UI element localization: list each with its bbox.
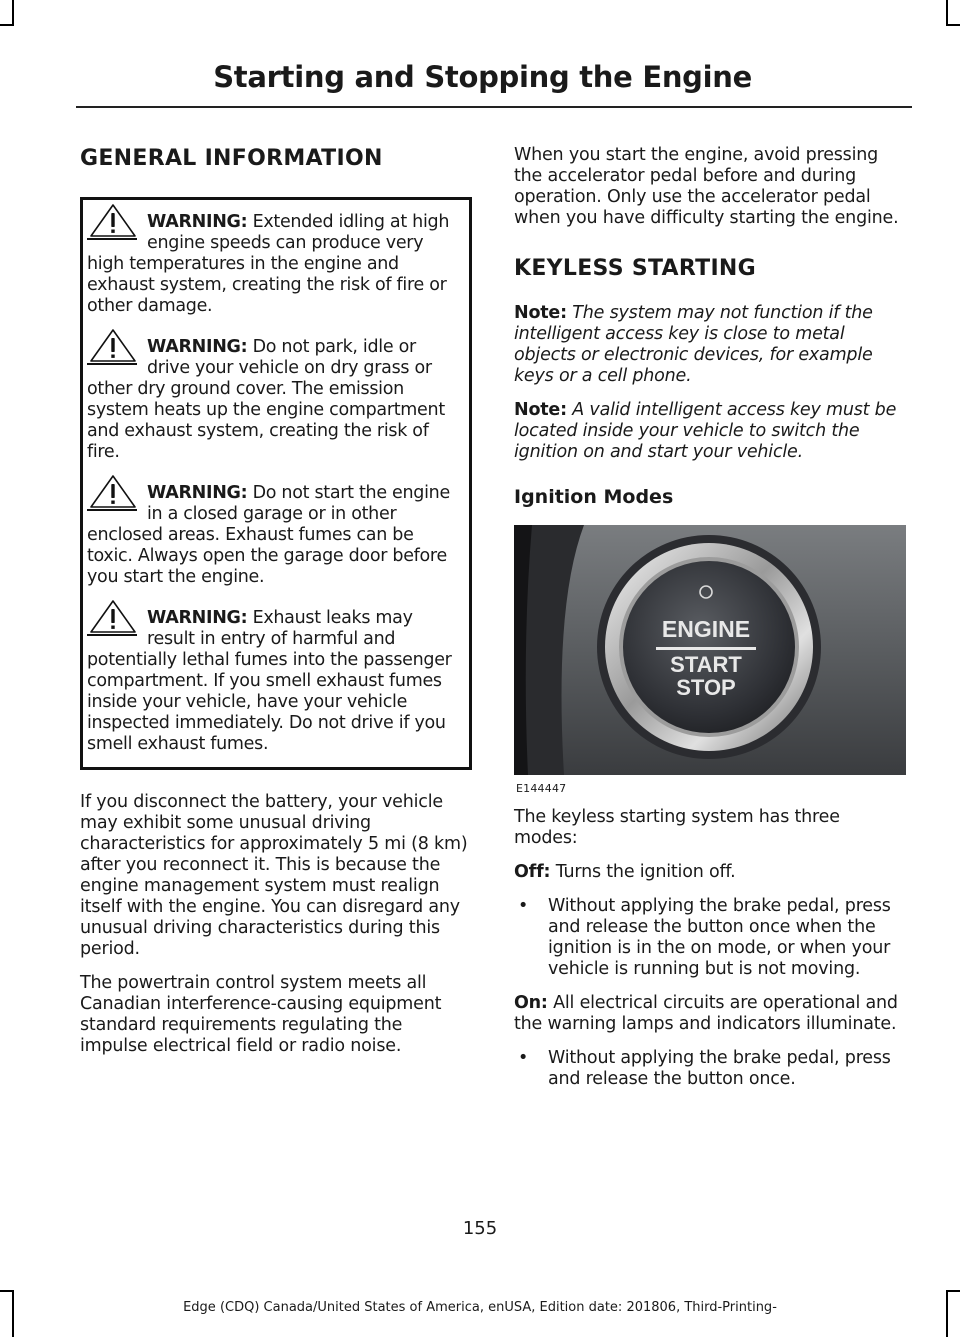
note-item [514, 400, 906, 463]
note-label: Note: [514, 302, 567, 323]
mode-on-label: On: [514, 993, 548, 1014]
warning-item [87, 483, 463, 588]
page-number: 155 [462, 1218, 498, 1239]
warning-label: WARNING: [147, 607, 248, 628]
accelerator-paragraph: When you start the engine, avoid pressing the accelerator pedal before and during operation. Only use the accelerator pedal when you have difficulty starting the engine. [514, 145, 899, 228]
section-heading-general-information: GENERAL INFORMATION [80, 146, 383, 171]
section-heading-keyless-starting: KEYLESS STARTING [514, 256, 756, 281]
modes-intro: The keyless starting system has three modes: [514, 807, 840, 849]
crop-mark [946, 0, 948, 26]
page-header-title: Starting and Stopping the Engine [213, 60, 752, 94]
list-item [514, 1048, 906, 1090]
warning-item [87, 608, 463, 755]
note-item [514, 303, 906, 387]
left-column [80, 145, 472, 1070]
warning-label: WARNING: [147, 336, 248, 357]
note-text: A valid intelligent access key must be located inside your vehicle to switch the ignition on and start your vehicle. [514, 399, 897, 462]
bullet-icon: • [518, 896, 529, 917]
battery-disconnect-paragraph: If you disconnect the battery, your vehicle may exhibit some unusual driving characteristics for approximately 5 mi (8 km) after you reconnect it. This is because the engine management system must realign itself with the engine. You can disregard any unusual driving characteristics during this period. [80, 791, 468, 959]
mode-on-text: All electrical circuits are operational and the warning lamps and indicators illuminate. [514, 993, 898, 1035]
mode-off-label: Off: [514, 862, 551, 883]
warning-text: Do not park, idle or drive your vehicle on dry grass or other dry ground cover. The emission system heats up the engine compartment and exhaust system, creating the risk of fire. [87, 336, 445, 462]
warning-text: Extended idling at high engine speeds can produce very high temperatures in the engine and exhaust system, creating the risk of fire or other damage. [87, 211, 450, 316]
note-label: Note: [514, 399, 567, 420]
header-rule [76, 106, 912, 108]
mode-off-text: Turns the ignition off. [555, 862, 736, 883]
mode-on-bullet: Without applying the brake pedal, press and release the button once. [548, 1048, 891, 1090]
warning-triangle-icon [87, 473, 145, 513]
figure-id: E144447 [516, 782, 567, 796]
note-text: The system may not function if the intelligent access key is close to metal objects or electronic devices, for example keys or a cell phone. [514, 302, 873, 386]
warning-item [87, 212, 463, 317]
list-item [514, 896, 906, 980]
warning-box [80, 197, 472, 770]
crop-mark [0, 24, 14, 26]
mode-off-bullet: Without applying the brake pedal, press and release the button once when the ignition is in the on mode, or when your vehicle is running but is not moving. [548, 896, 891, 980]
crop-mark [946, 1290, 960, 1292]
button-engine-label: ENGINE [661, 616, 751, 643]
warning-item [87, 337, 463, 463]
warning-label: WARNING: [147, 482, 248, 503]
warning-triangle-icon [87, 598, 145, 638]
warning-text: Exhaust leaks may result in entry of harmful and potentially lethal fumes into the passenger compartment. If you smell exhaust fumes inside your vehicle, have your vehicle inspected immediately. Do not drive if you smell exhaust fumes. [87, 607, 452, 754]
mode-on [514, 993, 906, 1035]
page-footer: Edge (CDQ) Canada/United States of America, enUSA, Edition date: 201806, Third-Printing- [183, 1300, 777, 1315]
warning-label: WARNING: [147, 211, 248, 232]
start-stop-button-figure [514, 525, 906, 796]
engine-start-stop-button-image [514, 525, 906, 775]
crop-mark [0, 1290, 14, 1292]
bullet-icon: • [518, 1048, 529, 1069]
warning-triangle-icon [87, 202, 145, 242]
warning-triangle-icon [87, 327, 145, 367]
mode-off [514, 862, 906, 883]
crop-mark [12, 0, 14, 26]
crop-mark [946, 24, 960, 26]
right-column [514, 145, 906, 1103]
subheading-ignition-modes: Ignition Modes [514, 485, 674, 508]
warning-text: Do not start the engine in a closed garage or in other enclosed areas. Exhaust fumes can be toxic. Always open the garage door before you start the engine. [87, 482, 450, 587]
button-stop-label: STOP [676, 675, 736, 701]
powertrain-paragraph: The powertrain control system meets all Canadian interference-causing equipment standard requirements regulating the impulse electrical field or radio noise. [80, 972, 442, 1056]
button-start-label: START [670, 652, 742, 678]
